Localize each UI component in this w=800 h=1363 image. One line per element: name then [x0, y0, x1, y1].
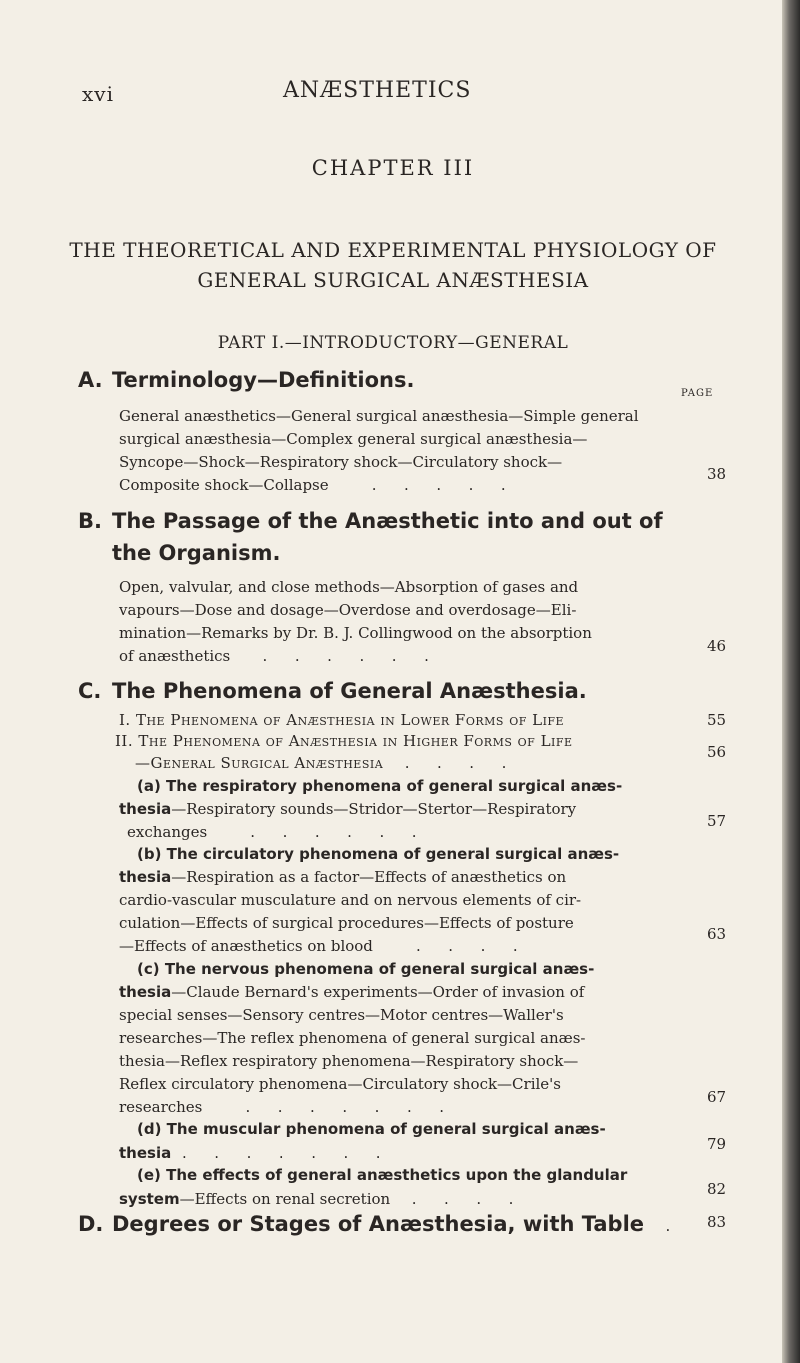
subsection-e-line-1: system—Effects on renal secretion . . . . — [119, 1190, 520, 1208]
section-c-line-3: —General Surgical Anæsthesia . . . . — [135, 754, 513, 772]
subsection-c-line-3: researches—The reflex phenomena of general surgical anæs- — [119, 1029, 586, 1047]
section-d-heading: D. Degrees or Stages of Anæsthesia, with Table . — [78, 1212, 677, 1236]
chapter-title-line-2: GENERAL SURGICAL ANÆSTHESIA — [197, 268, 589, 292]
part-heading: PART I.—INTRODUCTORY—GENERAL — [217, 333, 569, 353]
page-ref-cb: 63 — [707, 925, 727, 943]
section-c-letter: C. — [78, 679, 102, 703]
page-edge-shadow — [782, 0, 800, 1363]
section-a-line-4: Composite shock—Collapse . . . . . — [119, 476, 512, 494]
section-b-line-4: of anæsthetics . . . . . . — [119, 647, 435, 665]
subsection-d-line-1: thesia . . . . . . . — [119, 1144, 387, 1162]
subsection-c-line-1: thesia—Claude Bernard's experiments—Order of invasion of — [119, 983, 585, 1001]
subsection-a-line-1: thesia—Respiratory sounds—Stridor—Stertor—Respiratory — [119, 800, 577, 818]
section-c-title: The Phenomena of General Anæsthesia. — [112, 679, 587, 703]
section-a-line-2: surgical anæsthesia—Complex general surgical anæsthesia— — [119, 430, 588, 448]
page-ref-d: 83 — [707, 1213, 727, 1231]
section-d-title: Degrees or Stages of Anæsthesia, with Table — [112, 1212, 645, 1236]
subsection-a-heading: (a) The respiratory phenomena of general surgical anæs- — [137, 777, 623, 795]
page-ref-ce: 82 — [707, 1180, 727, 1198]
section-b-line-1: Open, valvular, and close methods—Absorption of gases and — [119, 578, 579, 596]
subsection-a-line-2: exchanges . . . . . . — [127, 823, 423, 841]
section-a-line-1: General anæsthetics—General surgical anæsthesia—Simple general — [119, 407, 639, 425]
subsection-c-line-5: Reflex circulatory phenomena—Circulatory shock—Crile's — [119, 1075, 561, 1093]
subsection-c-line-2: special senses—Sensory centres—Motor centres—Waller's — [119, 1006, 564, 1024]
subsection-e-heading: (e) The effects of general anæsthetics upon the glandular — [137, 1166, 628, 1184]
section-c-line-2: II. The Phenomena of Anæsthesia in Higher Forms of Life — [115, 732, 573, 750]
section-b-title-2: the Organism. — [112, 541, 281, 565]
subsection-c-heading: (c) The nervous phenomena of general surgical anæs- — [137, 960, 595, 978]
subsection-b-line-3: culation—Effects of surgical procedures—Effects of posture — [119, 914, 574, 932]
chapter-title-line-1: THE THEORETICAL AND EXPERIMENTAL PHYSIOLOGY OF — [69, 238, 717, 262]
section-b-line-3: mination—Remarks by Dr. B. J. Collingwood on the absorption — [119, 624, 592, 642]
page-ref-c2: 56 — [707, 743, 727, 761]
section-b-heading — [78, 509, 663, 565]
section-b-title-1: The Passage of the Anæsthetic into and out of — [112, 509, 663, 533]
subsection-b-line-4: —Effects of anæsthetics on blood . . . . — [119, 937, 524, 955]
subsection-b-line-2: cardio-vascular musculature and on nervous elements of cir- — [119, 891, 582, 909]
section-a-line-3: Syncope—Shock—Respiratory shock—Circulatory shock— — [119, 453, 563, 471]
page-ref-a: 38 — [707, 465, 727, 483]
subsection-c-line-4: thesia—Reflex respiratory phenomena—Respiratory shock— — [119, 1052, 579, 1070]
page-ref-c1: 55 — [707, 711, 727, 729]
subsection-b-line-1: thesia—Respiration as a factor—Effects of anæsthetics on — [119, 868, 567, 886]
page-folio: xvi — [82, 82, 114, 106]
section-c-line-1: I. The Phenomena of Anæsthesia in Lower Forms of Life — [119, 711, 565, 729]
section-a-title: Terminology—Definitions. — [112, 368, 415, 392]
chapter-label: CHAPTER III — [311, 156, 475, 180]
subsection-b-heading: (b) The circulatory phenomena of general surgical anæs- — [137, 845, 620, 863]
section-d-letter: D. — [78, 1212, 104, 1236]
page-ref-b: 46 — [707, 637, 727, 655]
subsection-d-heading: (d) The muscular phenomena of general surgical anæs- — [137, 1120, 606, 1138]
section-a-heading — [78, 368, 414, 392]
page-column-label: PAGE — [681, 388, 714, 399]
section-c-heading — [78, 679, 587, 703]
section-a-letter: A. — [78, 368, 103, 392]
subsection-c-line-6: researches . . . . . . . — [119, 1098, 451, 1116]
page-ref-cd: 79 — [707, 1135, 727, 1153]
running-title: ANÆSTHETICS — [283, 78, 472, 103]
section-b-line-2: vapours—Dose and dosage—Overdose and overdosage—Eli- — [119, 601, 577, 619]
page-ref-ca: 57 — [707, 812, 727, 830]
section-b-letter: B. — [78, 509, 102, 533]
page-ref-cc: 67 — [707, 1088, 727, 1106]
